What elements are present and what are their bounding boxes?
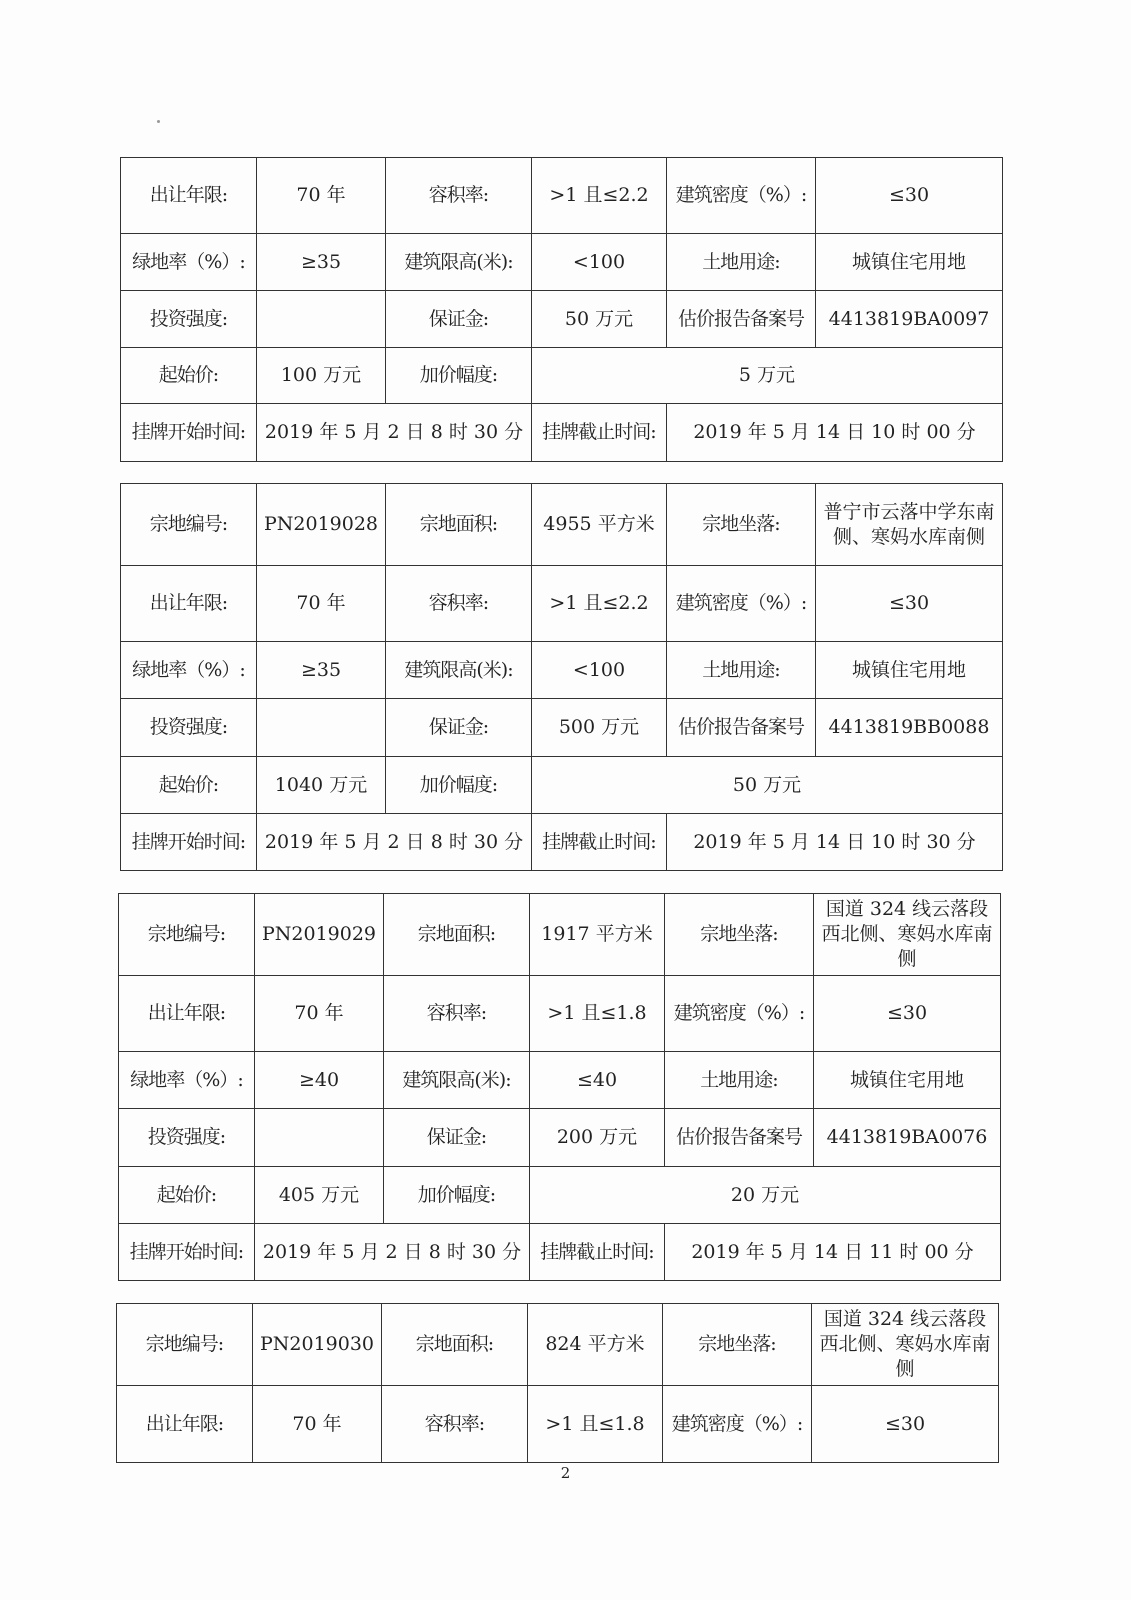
field-label: 绿地率（%）: [119,1052,255,1109]
field-value: >1 且≤1.8 [528,1386,663,1463]
table-row [121,291,1003,348]
field-label: 建筑限高(米): [386,234,532,291]
field-label: 挂牌截止时间: [532,814,667,871]
field-value: 城镇住宅用地 [814,1052,1001,1109]
field-label: 加价幅度: [384,1167,530,1224]
table-row [121,234,1003,291]
table-row [121,158,1003,234]
field-label: 出让年限: [121,158,257,234]
table-row [121,348,1003,404]
field-value: 20 万元 [530,1167,1001,1224]
field-value: 50 万元 [532,291,667,348]
field-label: 土地用途: [667,642,816,699]
field-value: 国道 324 线云落段西北侧、寒妈水库南侧 [812,1304,999,1386]
field-label: 绿地率（%）: [121,234,257,291]
field-label: 保证金: [384,1109,530,1167]
field-value: 500 万元 [532,699,667,757]
field-value: ≤30 [816,566,1003,642]
field-value: 1917 平方米 [530,894,665,976]
field-label: 建筑密度（%）: [663,1386,812,1463]
field-value: 405 万元 [255,1167,384,1224]
field-label: 建筑密度（%）: [667,158,816,234]
field-value: 70 年 [255,976,384,1052]
field-label: 加价幅度: [386,757,532,814]
table-row [121,699,1003,757]
field-value: 70 年 [253,1386,382,1463]
field-value: 城镇住宅用地 [816,642,1003,699]
field-label: 挂牌截止时间: [532,404,667,462]
field-label: 宗地编号: [121,484,257,566]
table-row [121,814,1003,871]
field-label: 土地用途: [667,234,816,291]
field-value: 2019 年 5 月 2 日 8 时 30 分 [255,1224,530,1281]
field-label: 容积率: [386,158,532,234]
field-value [257,291,386,348]
field-label: 宗地面积: [384,894,530,976]
table-row [121,404,1003,462]
field-label: 挂牌开始时间: [121,814,257,871]
field-label: 投资强度: [121,699,257,757]
field-label: 估价报告备案号 [667,291,816,348]
field-value: >1 且≤1.8 [530,976,665,1052]
field-label: 保证金: [386,699,532,757]
field-value: <100 [532,642,667,699]
field-value: >1 且≤2.2 [532,566,667,642]
field-value: ≥40 [255,1052,384,1109]
field-label: 挂牌开始时间: [119,1224,255,1281]
field-label: 绿地率（%）: [121,642,257,699]
field-value: 2019 年 5 月 14 日 10 时 00 分 [667,404,1003,462]
field-label: 出让年限: [119,976,255,1052]
table-row [119,1167,1001,1224]
field-label: 建筑密度（%）: [667,566,816,642]
table-row [117,1304,999,1386]
field-label: 宗地坐落: [663,1304,812,1386]
parcel-table-continued [120,157,1003,462]
field-value: 70 年 [257,566,386,642]
field-value: PN2019030 [253,1304,382,1386]
field-value: 2019 年 5 月 14 日 11 时 00 分 [665,1224,1001,1281]
field-value: ≥35 [257,234,386,291]
field-label: 宗地坐落: [665,894,814,976]
field-value: 200 万元 [530,1109,665,1167]
field-value: 1040 万元 [257,757,386,814]
field-value: 2019 年 5 月 14 日 10 时 30 分 [667,814,1003,871]
field-label: 宗地编号: [119,894,255,976]
field-label: 保证金: [386,291,532,348]
field-label: 建筑限高(米): [386,642,532,699]
field-value: >1 且≤2.2 [532,158,667,234]
field-value: 2019 年 5 月 2 日 8 时 30 分 [257,814,532,871]
field-value: 4413819BA0076 [814,1109,1001,1167]
field-value: 4413819BB0088 [816,699,1003,757]
field-label: 估价报告备案号 [665,1109,814,1167]
field-label: 建筑限高(米): [384,1052,530,1109]
field-label: 宗地面积: [382,1304,528,1386]
table-row [121,484,1003,566]
field-value [257,699,386,757]
table-row [119,976,1001,1052]
field-label: 土地用途: [665,1052,814,1109]
field-label: 建筑密度（%）: [665,976,814,1052]
table-row [121,757,1003,814]
field-value: ≥35 [257,642,386,699]
table-row [119,1109,1001,1167]
field-label: 起始价: [119,1167,255,1224]
field-value: 824 平方米 [528,1304,663,1386]
table-row [121,566,1003,642]
field-value [255,1109,384,1167]
field-label: 起始价: [121,348,257,404]
field-value: 50 万元 [532,757,1003,814]
field-value: ≤30 [814,976,1001,1052]
table-row [119,1224,1001,1281]
field-label: 投资强度: [119,1109,255,1167]
field-value: 国道 324 线云落段西北侧、寒妈水库南侧 [814,894,1001,976]
field-value: 70 年 [257,158,386,234]
field-label: 出让年限: [121,566,257,642]
field-label: 挂牌截止时间: [530,1224,665,1281]
field-label: 容积率: [382,1386,528,1463]
parcel-table-pn2019029 [118,893,1001,1281]
table-row [119,1052,1001,1109]
field-value: 城镇住宅用地 [816,234,1003,291]
table-row [117,1386,999,1463]
field-label: 出让年限: [117,1386,253,1463]
field-value: 4413819BA0097 [816,291,1003,348]
field-label: 投资强度: [121,291,257,348]
parcel-table-pn2019030 [116,1303,999,1463]
field-value: ≤30 [812,1386,999,1463]
field-value: PN2019028 [257,484,386,566]
field-value: 普宁市云落中学东南侧、寒妈水库南侧 [816,484,1003,566]
field-value: ≤40 [530,1052,665,1109]
parcel-table-pn2019028 [120,483,1003,871]
field-label: 宗地坐落: [667,484,816,566]
field-value: ≤30 [816,158,1003,234]
field-label: 容积率: [386,566,532,642]
field-value: <100 [532,234,667,291]
field-value: PN2019029 [255,894,384,976]
field-label: 起始价: [121,757,257,814]
page-number: 2 [560,1464,571,1482]
field-label: 宗地面积: [386,484,532,566]
table-row [119,894,1001,976]
field-label: 容积率: [384,976,530,1052]
field-value: 100 万元 [257,348,386,404]
field-label: 估价报告备案号 [667,699,816,757]
field-label: 加价幅度: [386,348,532,404]
field-label: 宗地编号: [117,1304,253,1386]
field-value: 2019 年 5 月 2 日 8 时 30 分 [257,404,532,462]
field-label: 挂牌开始时间: [121,404,257,462]
table-row [121,642,1003,699]
field-value: 5 万元 [532,348,1003,404]
scan-speck [157,120,160,123]
field-value: 4955 平方米 [532,484,667,566]
